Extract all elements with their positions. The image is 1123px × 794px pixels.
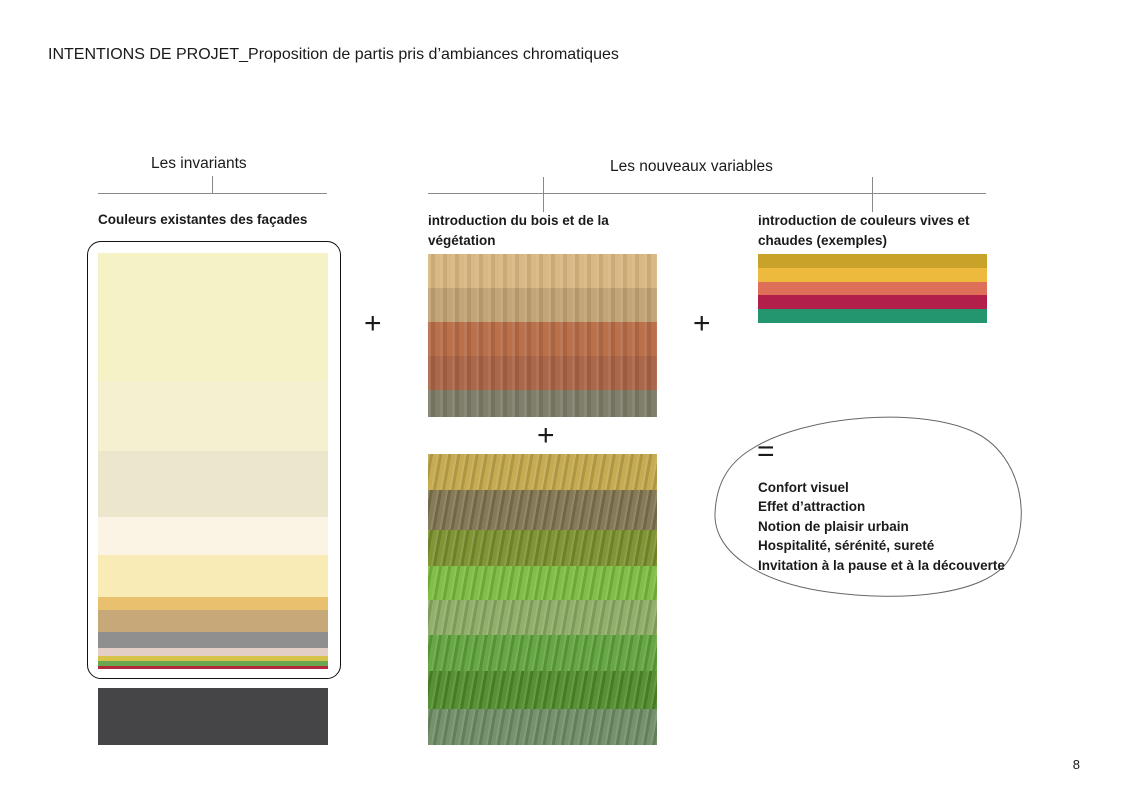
equals-sign: = [757, 435, 775, 468]
invariants-tick [212, 176, 213, 194]
variables-rule [428, 193, 986, 194]
vegetation-texture-image [428, 454, 657, 745]
variables-tick-right [872, 177, 873, 212]
facade-color-swatch [98, 610, 328, 632]
facade-color-swatch [98, 451, 328, 517]
vegetation-band [428, 490, 657, 530]
invariants-heading: Les invariants [151, 155, 247, 172]
wood-plank [428, 322, 657, 356]
vivid-colors-label: introduction de couleurs vives et chaudes (exemples) [758, 213, 970, 248]
vivid-color-swatch [758, 268, 987, 282]
vegetation-band [428, 530, 657, 566]
wood-texture-image [428, 254, 657, 417]
quality-item: Effet d’attraction [758, 499, 866, 515]
vegetation-band [428, 566, 657, 600]
facade-color-swatch [98, 666, 328, 669]
wood-plank [428, 254, 657, 288]
facade-color-swatch [98, 253, 328, 381]
facade-color-swatch [98, 597, 328, 610]
vegetation-band [428, 600, 657, 635]
variables-heading: Les nouveaux variables [610, 158, 773, 175]
wood-vegetation-label: introduction du bois et de la végétation [428, 213, 609, 248]
quality-item: Hospitalité, sérénité, sureté [758, 538, 935, 554]
wood-plank [428, 288, 657, 322]
page-number: 8 [1072, 757, 1080, 772]
vivid-color-swatches [758, 254, 987, 323]
variables-tick-left [543, 177, 544, 212]
facade-color-swatch [98, 648, 328, 656]
vegetation-band [428, 709, 657, 745]
vegetation-band [428, 635, 657, 671]
vivid-color-swatch [758, 309, 987, 323]
facade-color-swatch [98, 381, 328, 451]
wood-plank [428, 390, 657, 417]
quality-item: Confort visuel [758, 480, 849, 495]
page-title: INTENTIONS DE PROJET_Proposition de partis pris d’ambiances chromatiques [48, 46, 619, 63]
vivid-color-swatch [758, 295, 987, 309]
facade-color-swatches [98, 253, 328, 669]
facade-color-swatch [98, 632, 328, 648]
plus-sign-3: + [537, 419, 555, 452]
vivid-color-swatch [758, 254, 987, 268]
vegetation-band [428, 454, 657, 490]
facade-color-swatch [98, 555, 328, 597]
result-qualities-list [758, 478, 1018, 575]
wood-plank [428, 356, 657, 390]
vegetation-band [428, 671, 657, 709]
quality-item: Notion de plaisir urbain [758, 518, 909, 534]
invariants-rule [98, 193, 327, 194]
facade-color-swatch [98, 517, 328, 555]
vivid-color-swatch [758, 282, 987, 295]
plus-sign-1: + [364, 307, 382, 340]
quality-item: Invitation à la pause et à la découverte [758, 557, 1005, 573]
plus-sign-2: + [693, 307, 711, 340]
invariants-label: Couleurs existantes des façades [98, 212, 308, 227]
base-dark-swatch [98, 688, 328, 745]
